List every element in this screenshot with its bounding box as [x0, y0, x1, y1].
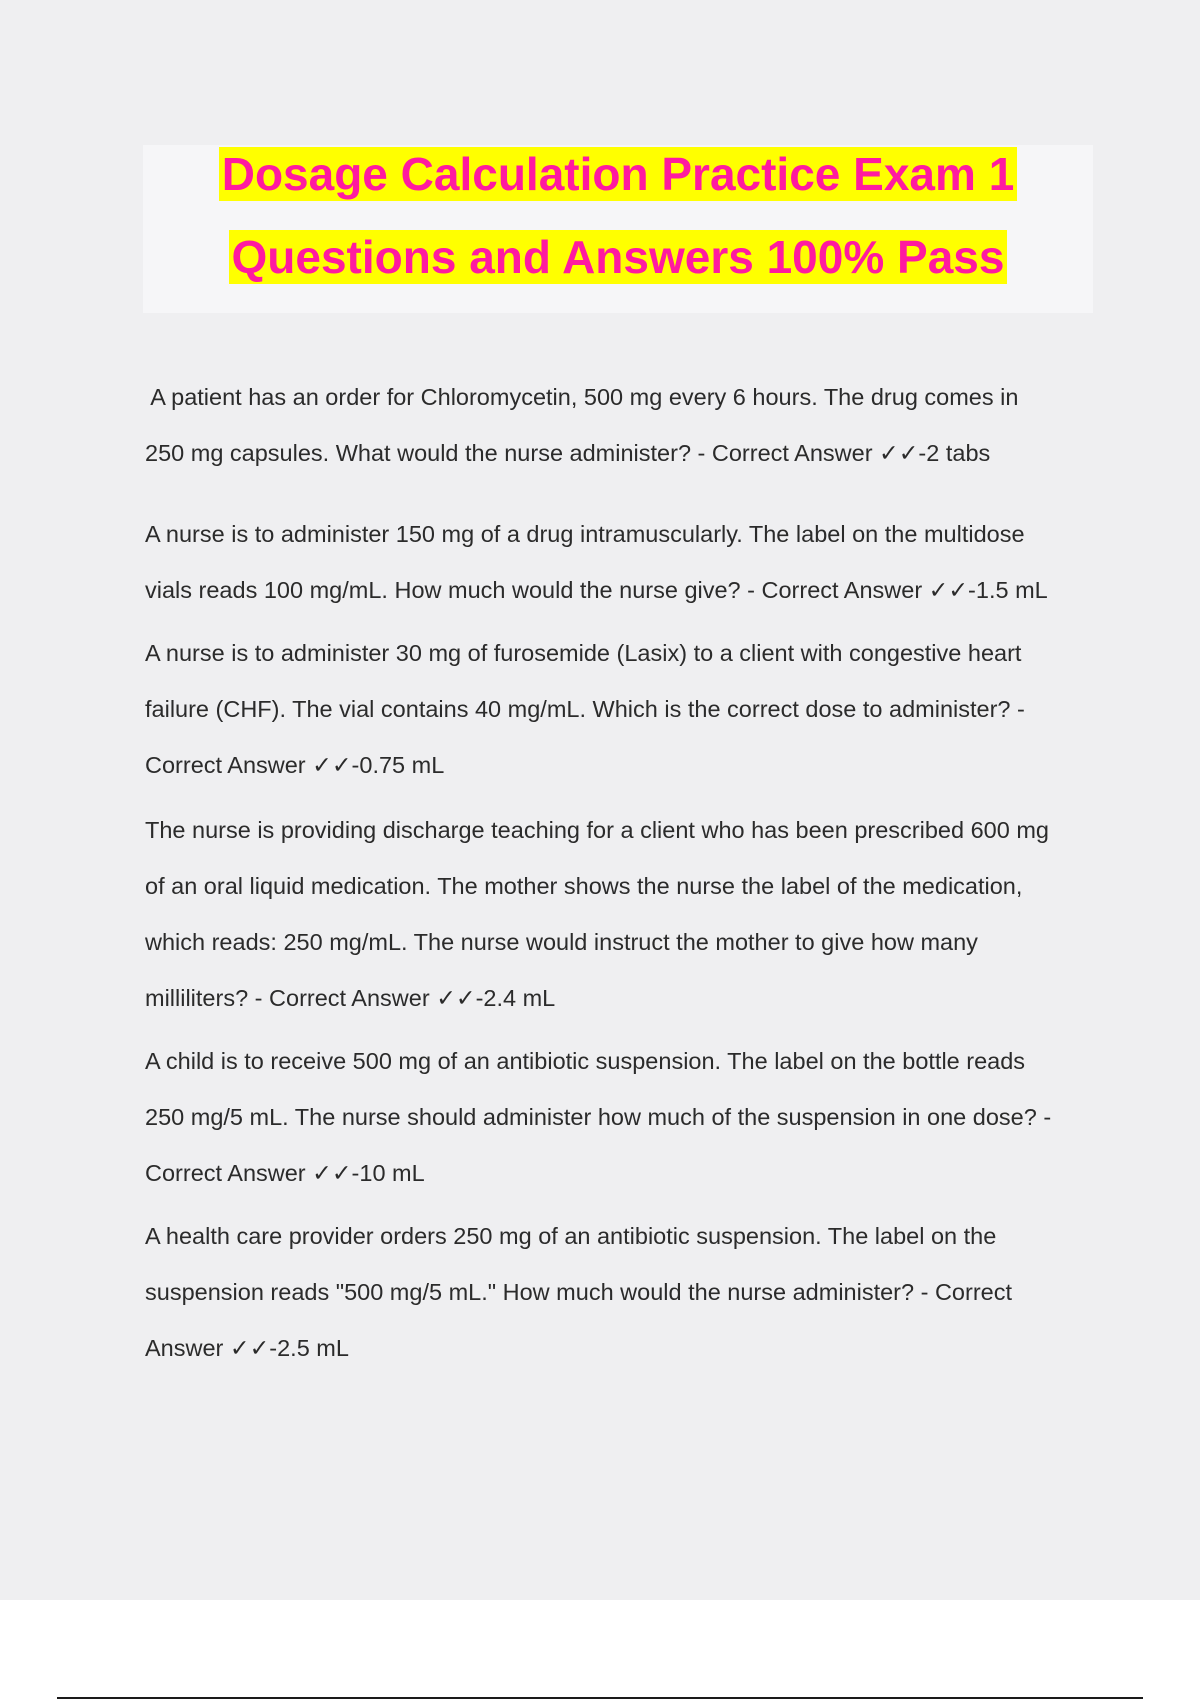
question-2-line-1: A nurse is to administer 150 mg of a drug intramuscularly. The label on the multidose [145, 521, 1025, 547]
question-4 [145, 802, 1049, 1026]
question-1-line-2: 250 mg capsules. What would the nurse administer? - Correct Answer ✓✓-2 tabs [145, 440, 991, 466]
question-3-line-3: Correct Answer ✓✓-0.75 mL [145, 752, 445, 778]
question-6-line-2: suspension reads "500 mg/5 mL." How much would the nurse administer? - Correct [145, 1279, 1012, 1305]
question-6 [145, 1208, 1012, 1376]
question-3-line-1: A nurse is to administer 30 mg of furosemide (Lasix) to a client with congestive heart [145, 640, 1022, 666]
question-5-line-3: Correct Answer ✓✓-10 mL [145, 1160, 425, 1186]
question-5 [145, 1033, 1051, 1201]
question-3-line-2: failure (CHF). The vial contains 40 mg/mL. Which is the correct dose to administer? - [145, 696, 1025, 722]
question-3 [145, 625, 1025, 793]
question-2 [145, 506, 1048, 618]
question-4-line-3: which reads: 250 mg/mL. The nurse would instruct the mother to give how many [145, 929, 978, 955]
question-6-line-3: Answer ✓✓-2.5 mL [145, 1335, 349, 1361]
question-5-line-1: A child is to receive 500 mg of an antibiotic suspension. The label on the bottle reads [145, 1048, 1026, 1074]
question-1-line-1: A patient has an order for Chloromycetin, 500 mg every 6 hours. The drug comes in [145, 384, 1019, 410]
document-title-line-2: Questions and Answers 100% Pass [229, 230, 1008, 284]
question-4-line-1: The nurse is providing discharge teaching for a client who has been prescribed 600 mg [145, 817, 1049, 843]
question-6-line-1: A health care provider orders 250 mg of an antibiotic suspension. The label on the [145, 1223, 997, 1249]
document-title-line-1: Dosage Calculation Practice Exam 1 [219, 147, 1018, 201]
question-4-line-4: milliliters? - Correct Answer ✓✓-2.4 mL [145, 985, 556, 1011]
question-2-line-2: vials reads 100 mg/mL. How much would the nurse give? - Correct Answer ✓✓-1.5 mL [145, 577, 1048, 603]
question-4-line-2: of an oral liquid medication. The mother shows the nurse the label of the medication, [145, 873, 1023, 899]
question-5-line-2: 250 mg/5 mL. The nurse should administer how much of the suspension in one dose? - [145, 1104, 1052, 1130]
title-block [143, 145, 1093, 313]
footer-divider [57, 1697, 1143, 1699]
question-1 [145, 369, 1018, 481]
